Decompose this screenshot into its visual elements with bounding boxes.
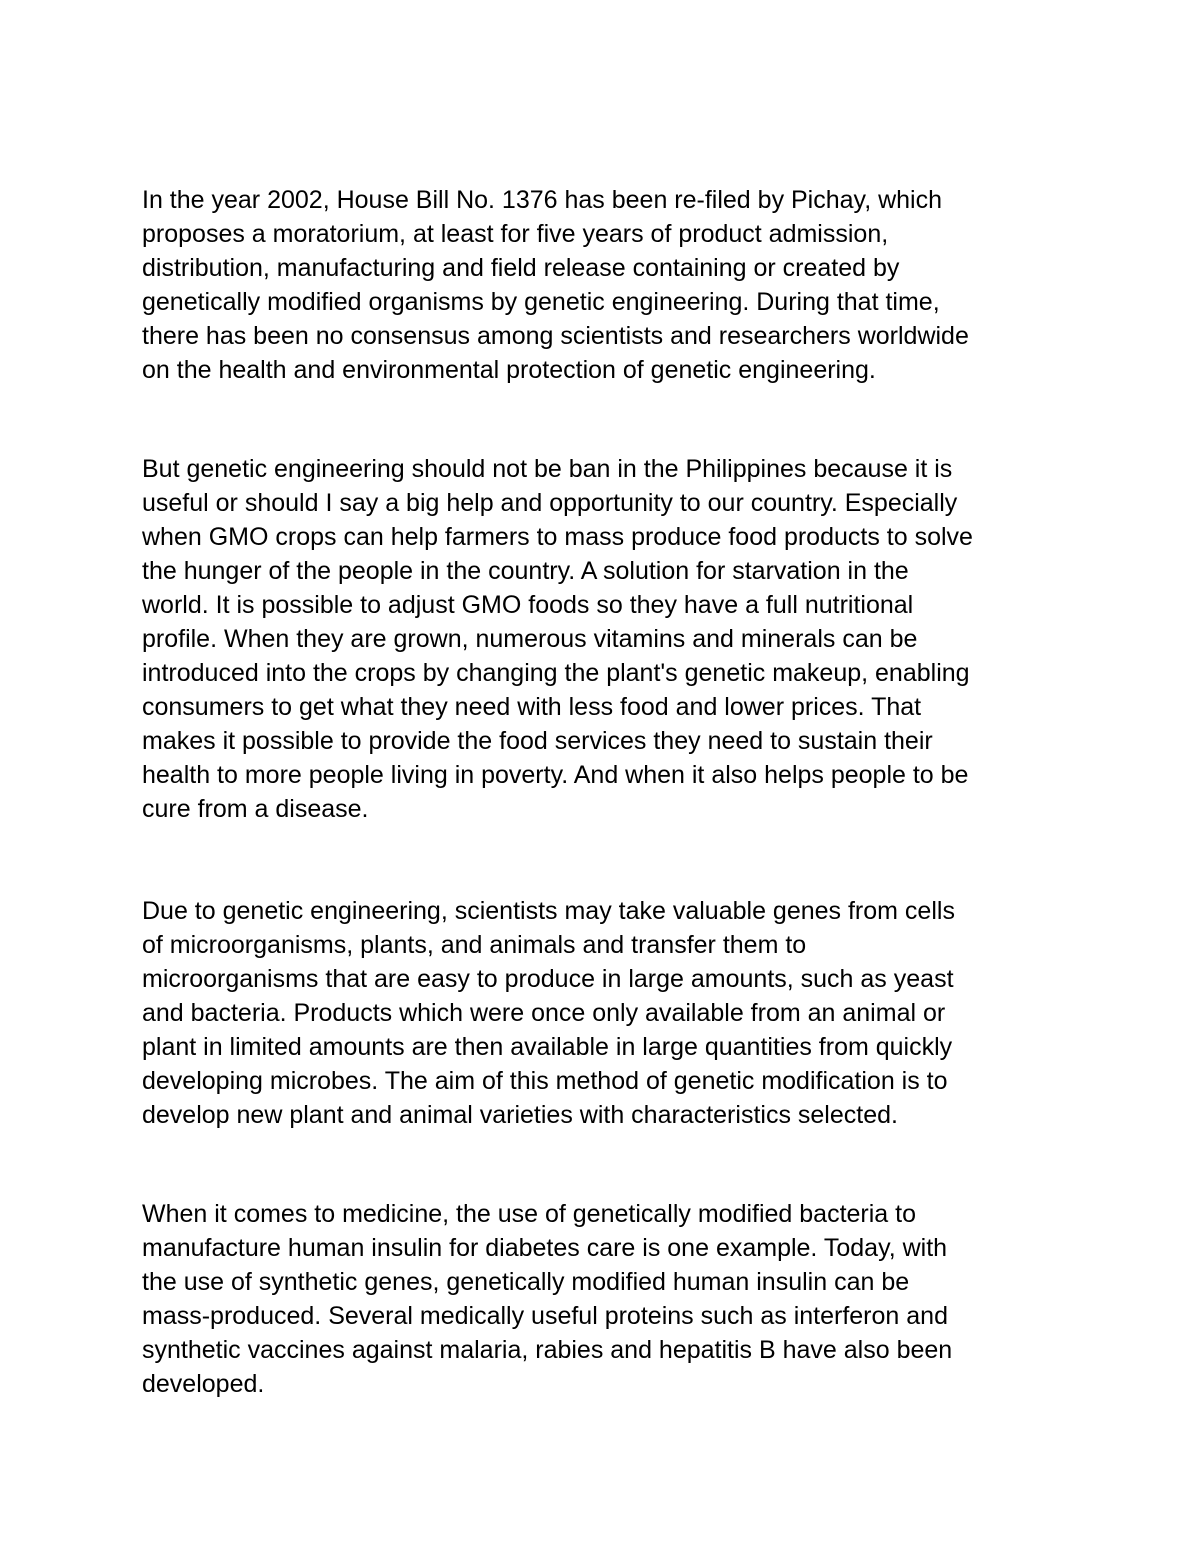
paragraph-line: the hunger of the people in the country. A solution for starvation in the xyxy=(142,557,909,585)
paragraph-line: developing microbes. The aim of this method of genetic modification is to xyxy=(142,1067,948,1095)
paragraph-line: When it comes to medicine, the use of genetically modified bacteria to xyxy=(142,1200,917,1228)
paragraph-line: of microorganisms, plants, and animals and transfer them to xyxy=(142,931,807,959)
paragraph-line: microorganisms that are easy to produce in large amounts, such as yeast xyxy=(142,965,954,993)
paragraph-argument xyxy=(142,452,1062,826)
paragraph-line: manufacture human insulin for diabetes care is one example. Today, with xyxy=(142,1234,948,1262)
paragraph-line: develop new plant and animal varieties with characteristics selected. xyxy=(142,1101,898,1129)
paragraph-line: genetically modified organisms by genetic engineering. During that time, xyxy=(142,288,940,316)
paragraph-line: makes it possible to provide the food services they need to sustain their xyxy=(142,727,933,755)
paragraph-line: proposes a moratorium, at least for five years of product admission, xyxy=(142,220,889,248)
paragraph-line: cure from a disease. xyxy=(142,795,369,823)
paragraph-line: the use of synthetic genes, genetically modified human insulin can be xyxy=(142,1268,910,1296)
paragraph-line: But genetic engineering should not be ban in the Philippines because it is xyxy=(142,455,953,483)
paragraph-line: mass-produced. Several medically useful proteins such as interferon and xyxy=(142,1302,948,1330)
paragraph-house-bill xyxy=(142,183,1062,387)
paragraph-line: and bacteria. Products which were once only available from an animal or xyxy=(142,999,946,1027)
paragraph-line: on the health and environmental protection of genetic engineering. xyxy=(142,356,876,384)
paragraph-line: developed. xyxy=(142,1370,265,1398)
paragraph-line: there has been no consensus among scientists and researchers worldwide xyxy=(142,322,969,350)
paragraph-line: plant in limited amounts are then available in large quantities from quickly xyxy=(142,1033,953,1061)
paragraph-line: health to more people living in poverty. And when it also helps people to be xyxy=(142,761,969,789)
paragraph-line: world. It is possible to adjust GMO foods so they have a full nutritional xyxy=(142,591,914,619)
paragraph-line: Due to genetic engineering, scientists may take valuable genes from cells xyxy=(142,897,955,925)
paragraph-line: consumers to get what they need with less food and lower prices. That xyxy=(142,693,922,721)
paragraph-line: In the year 2002, House Bill No. 1376 has been re-filed by Pichay, which xyxy=(142,186,942,214)
paragraph-medicine xyxy=(142,1197,1062,1401)
paragraph-line: introduced into the crops by changing the plant's genetic makeup, enabling xyxy=(142,659,970,687)
paragraph-line: synthetic vaccines against malaria, rabies and hepatitis B have also been xyxy=(142,1336,953,1364)
paragraph-line: when GMO crops can help farmers to mass produce food products to solve xyxy=(142,523,973,551)
paragraph-line: useful or should I say a big help and opportunity to our country. Especially xyxy=(142,489,958,517)
paragraph-line: distribution, manufacturing and field release containing or created by xyxy=(142,254,900,282)
paragraph-line: profile. When they are grown, numerous vitamins and minerals can be xyxy=(142,625,918,653)
paragraph-scientists xyxy=(142,894,1062,1132)
